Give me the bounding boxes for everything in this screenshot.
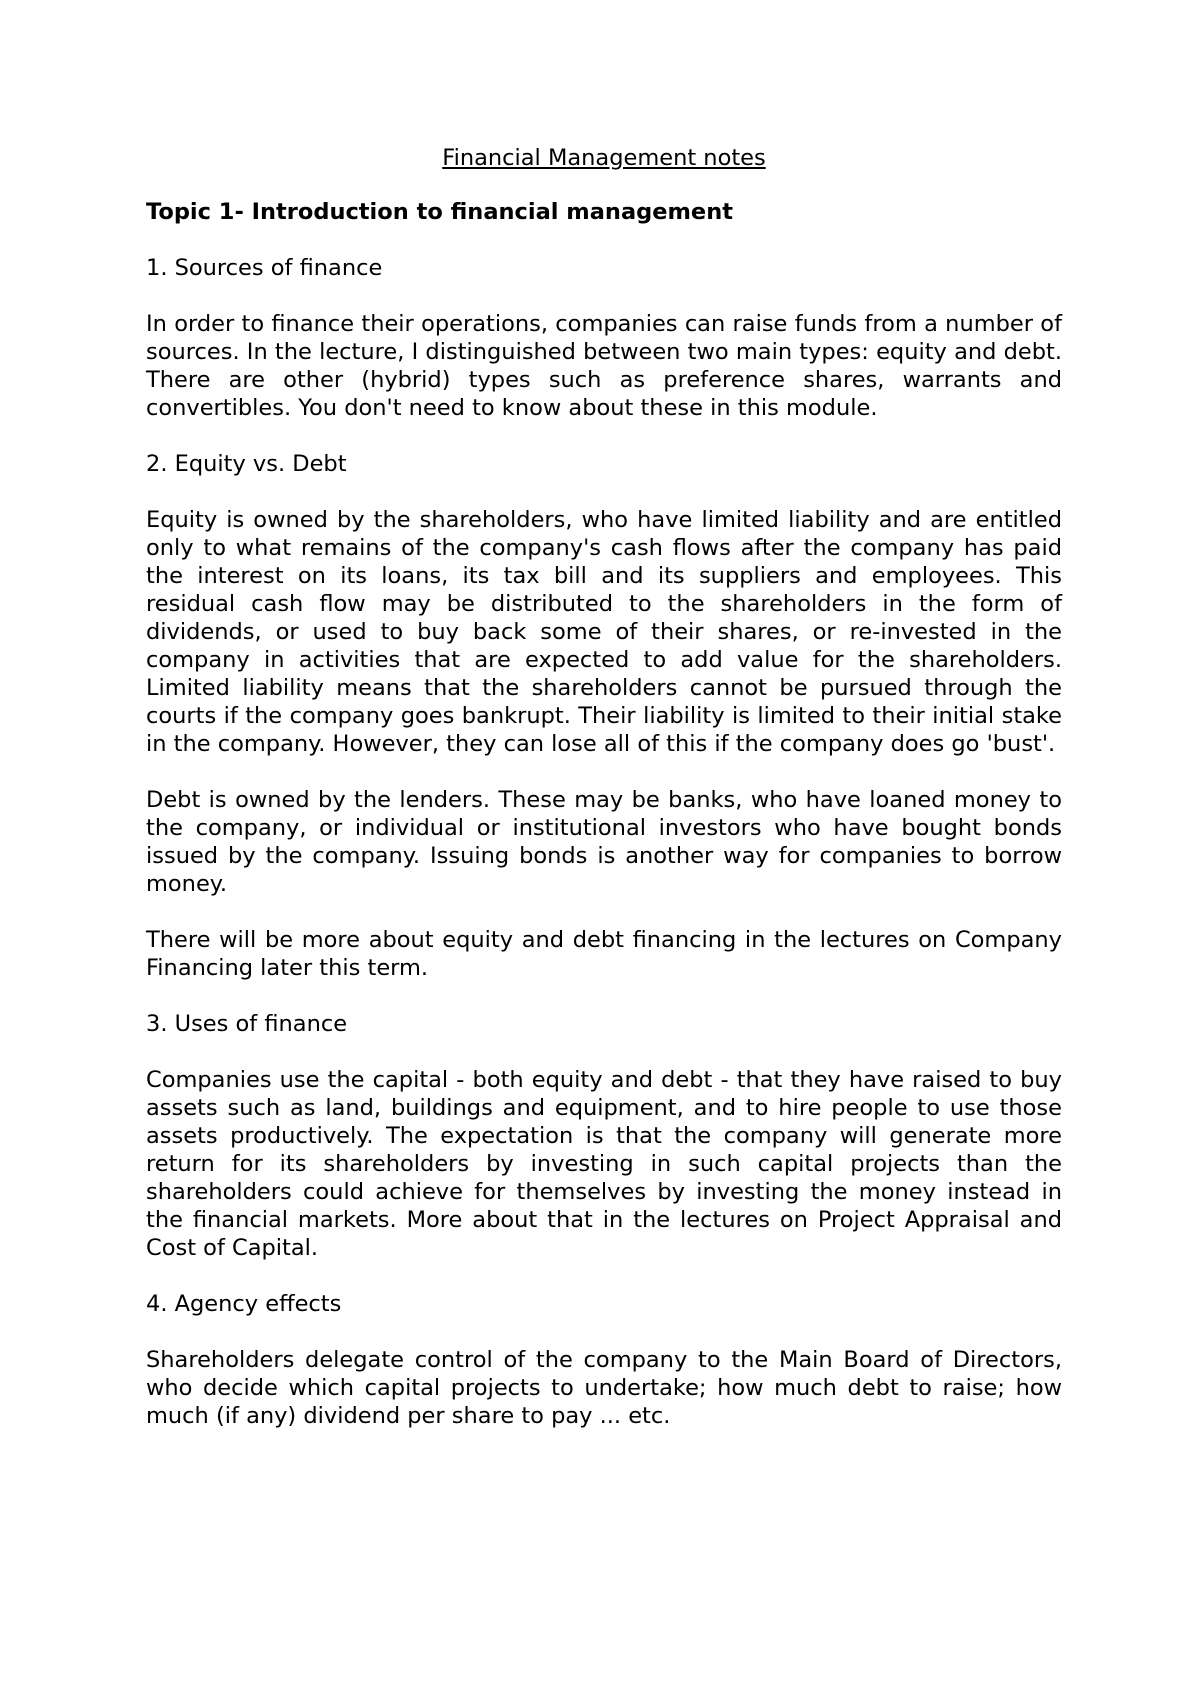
section-equity-vs-debt: [146, 450, 1062, 982]
section-heading: 3. Uses of finance: [146, 1011, 348, 1037]
document-body: [146, 144, 1062, 1458]
section-heading: 4. Agency effects: [146, 1291, 342, 1317]
paragraph: Shareholders delegate control of the company to the Main Board of Directors, who decide which capital projects to undertake; how much debt to raise; how much (if any) dividend per share to pay ... etc.: [146, 1347, 1062, 1429]
paragraph: Companies use the capital - both equity and debt - that they have raised to buy assets such as land, buildings and equipment, and to hire people to use those assets productively. The expectation is that the company will generate more return for its shareholders by investing in such capital projects than the shareholders could achieve for themselves by investing the money instead in the financial markets. More about that in the lectures on Project Appraisal and Cost of Capital.: [146, 1067, 1062, 1261]
section-sources-of-finance: [146, 254, 1062, 422]
paragraph: In order to finance their operations, companies can raise funds from a number of sources. In the lecture, I distinguished between two main types: equity and debt. There are other (hybrid) types such as preference shares, warrants and convertibles. You don't need to know about these in this module.: [146, 311, 1062, 421]
section-uses-of-finance: [146, 1010, 1062, 1262]
paragraph: There will be more about equity and debt financing in the lectures on Company Financing later this term.: [146, 927, 1062, 981]
section-heading: 2. Equity vs. Debt: [146, 451, 347, 477]
section-heading: 1. Sources of finance: [146, 255, 383, 281]
paragraph: Debt is owned by the lenders. These may be banks, who have loaned money to the company, or individual or institutional investors who have bought bonds issued by the company. Issuing bonds is another way for companies to borrow money.: [146, 787, 1062, 897]
section-agency-effects: [146, 1290, 1062, 1430]
paragraph: Equity is owned by the shareholders, who have limited liability and are entitled only to what remains of the company's cash flows after the company has paid the interest on its loans, its tax bill and its suppliers and employees. This residual cash flow may be distributed to the shareholders in the form of dividends, or used to buy back some of their shares, or re-invested in the company in activities that are expected to add value for the shareholders. Limited liability means that the shareholders cannot be pursued through the courts if the company goes bankrupt. Their liability is limited to their initial stake in the company. However, they can lose all of this if the company does go 'bust'.: [146, 507, 1062, 757]
topic-heading: Topic 1- Introduction to financial management: [146, 199, 733, 225]
document-title: Financial Management notes: [442, 145, 766, 171]
